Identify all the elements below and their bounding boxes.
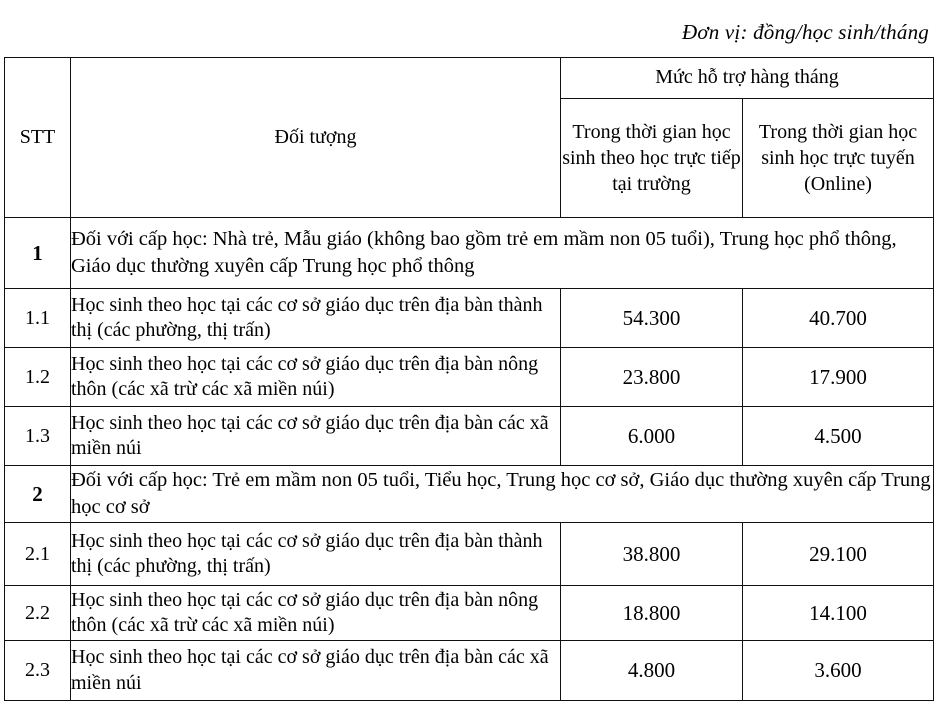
row-number: 2.2	[5, 586, 71, 641]
row-value-in-person: 4.800	[561, 641, 743, 701]
row-value-online: 29.100	[743, 523, 934, 586]
row-value-online: 14.100	[743, 586, 934, 641]
row-object: Học sinh theo học tại các cơ sở giáo dục trên địa bàn nông thôn (các xã trừ các xã miền núi)	[71, 586, 561, 641]
row-number: 1.3	[5, 407, 71, 466]
row-value-in-person: 6.000	[561, 407, 743, 466]
table-body	[5, 218, 934, 701]
row-object: Học sinh theo học tại các cơ sở giáo dục trên địa bàn nông thôn (các xã trừ các xã miền núi)	[71, 348, 561, 407]
table-row	[5, 289, 934, 348]
column-header-stt: STT	[5, 58, 71, 218]
table-row	[5, 348, 934, 407]
column-header-in-person: Trong thời gian học sinh theo học trực tiếp tại trường	[561, 99, 743, 218]
row-number: 1.1	[5, 289, 71, 348]
row-value-online: 3.600	[743, 641, 934, 701]
row-object: Học sinh theo học tại các cơ sở giáo dục trên địa bàn thành thị (các phường, thị trấn)	[71, 289, 561, 348]
column-header-online: Trong thời gian học sinh học trực tuyến (Online)	[743, 99, 934, 218]
table-row	[5, 523, 934, 586]
row-number: 1.2	[5, 348, 71, 407]
section-title: Đối với cấp học: Nhà trẻ, Mẫu giáo (không bao gồm trẻ em mầm non 05 tuổi), Trung học phổ thông, Giáo dục thường xuyên cấp Trung học phổ thông	[71, 218, 934, 289]
unit-note: Đơn vị: đồng/học sinh/tháng	[681, 20, 929, 44]
row-value-online: 17.900	[743, 348, 934, 407]
table-row	[5, 641, 934, 701]
table-header	[5, 58, 934, 218]
row-value-in-person: 18.800	[561, 586, 743, 641]
column-header-object: Đối tượng	[71, 58, 561, 218]
row-value-in-person: 38.800	[561, 523, 743, 586]
section-title: Đối với cấp học: Trẻ em mầm non 05 tuổi, Tiểu học, Trung học cơ sở, Giáo dục thường xuyên cấp Trung học cơ sở	[71, 466, 934, 523]
row-value-in-person: 54.300	[561, 289, 743, 348]
row-value-online: 4.500	[743, 407, 934, 466]
section-row	[5, 466, 934, 523]
section-number: 2	[5, 466, 71, 523]
row-object: Học sinh theo học tại các cơ sở giáo dục trên địa bàn thành thị (các phường, thị trấn)	[71, 523, 561, 586]
row-object: Học sinh theo học tại các cơ sở giáo dục trên địa bàn các xã miền núi	[71, 641, 561, 701]
header-row-top	[5, 58, 934, 99]
section-number: 1	[5, 218, 71, 289]
table-row	[5, 407, 934, 466]
row-number: 2.3	[5, 641, 71, 701]
row-value-online: 40.700	[743, 289, 934, 348]
row-object: Học sinh theo học tại các cơ sở giáo dục trên địa bàn các xã miền núi	[71, 407, 561, 466]
support-rate-table	[4, 57, 934, 701]
row-number: 2.1	[5, 523, 71, 586]
section-row	[5, 218, 934, 289]
table-row	[5, 586, 934, 641]
column-header-support-group: Mức hỗ trợ hàng tháng	[561, 58, 934, 99]
row-value-in-person: 23.800	[561, 348, 743, 407]
